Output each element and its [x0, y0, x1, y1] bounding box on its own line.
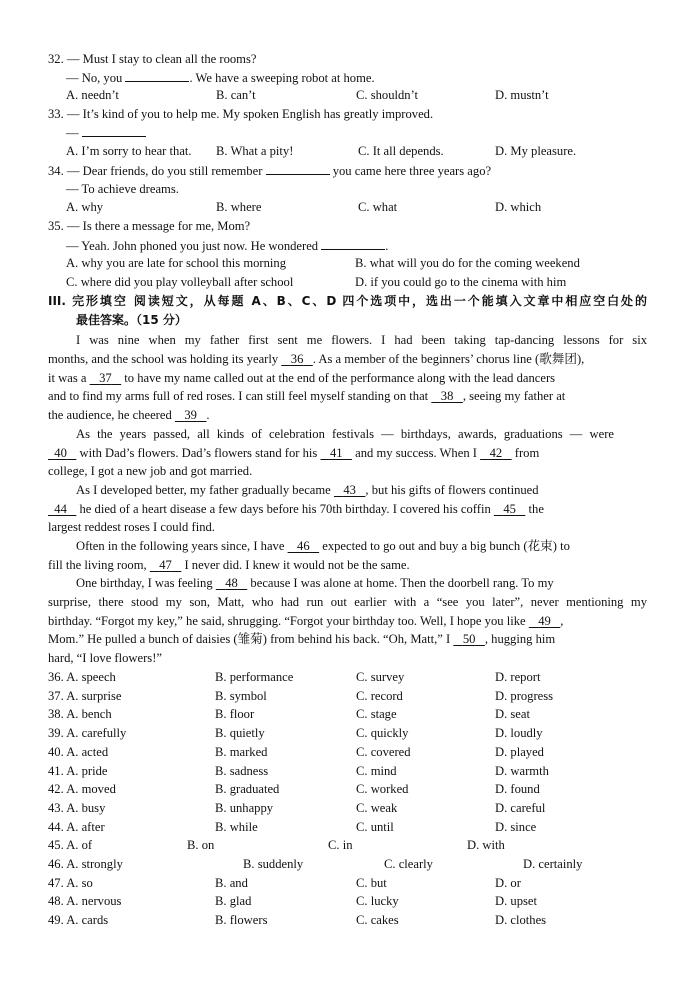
passage-p2-line3: college, I got a new job and got married. [48, 464, 253, 478]
response-text: . We have a sweeping robot at home. [189, 71, 375, 85]
answer-blank [125, 68, 189, 82]
response-text: . [385, 239, 389, 253]
option-d: D. progress [495, 688, 554, 703]
option-b: B. graduated [215, 782, 280, 797]
question-34 [48, 161, 491, 179]
option-c: C. weak [356, 800, 398, 815]
passage-p5-line5: hard, “I love flowers!” [48, 651, 162, 665]
option-d: D. My pleasure. [495, 144, 577, 158]
question-35: 35. — Is there a message for me, Mom? [48, 219, 251, 233]
option-c: C. where did you play volleyball after school [66, 275, 294, 289]
option-b: B. sadness [215, 763, 269, 778]
passage-p1-line5 [48, 406, 210, 424]
option-c: C. lucky [356, 894, 399, 909]
blank-49 [529, 614, 564, 628]
option-b: B. unhappy [215, 800, 274, 815]
section-heading [48, 292, 647, 310]
blank-41 [320, 446, 352, 460]
option-d: D. upset [495, 894, 537, 909]
passage-text: birthday. “Forgot my key,” he said, shrugging. “Forgot your birthday too. Well, I hope you like [48, 614, 529, 628]
passage-p1-line2 [48, 350, 584, 368]
passage-text: he died of a heart disease a few days before his 70th birthday. I covered his coffin [76, 502, 494, 516]
option-b: B. what will you do for the coming weekend [355, 256, 580, 270]
passage-text: I was nine when my father first sent me flowers. I had been taking tap-dancing lessons for six [76, 333, 647, 347]
passage-p4-line1 [76, 537, 570, 555]
answer-blank [266, 161, 330, 175]
option-a: 37. A. surprise [48, 688, 122, 703]
passage-text: , seeing my father at [462, 389, 566, 403]
response-text: — No, you [66, 71, 126, 85]
option-d: D. certainly [523, 857, 583, 871]
option-a: 40. A. acted [48, 744, 109, 759]
response-text: — Yeah. John phoned you just now. He wondered [66, 239, 322, 253]
option-d: D. since [495, 819, 537, 834]
blank-number: 47 [159, 558, 172, 572]
option-c: C. covered [356, 744, 411, 759]
option-c: C. what [358, 200, 398, 214]
passage-text: As the years passed, all kinds of celebration festivals — birthdays, awards, graduations — were [76, 427, 614, 441]
option-a: 36. A. speech [48, 670, 116, 684]
option-b: B. can’t [216, 88, 256, 102]
option-d: D. report [495, 670, 541, 684]
question-35-response [66, 236, 388, 254]
blank-number: 43 [343, 483, 356, 497]
passage-text: , [560, 614, 564, 628]
option-b: B. floor [215, 707, 255, 722]
passage-text: One birthday, I was feeling [76, 576, 216, 590]
blank-number: 38 [440, 389, 454, 403]
blank-number: 46 [297, 539, 310, 553]
option-d: D. found [495, 782, 540, 797]
response-text: — [66, 126, 82, 140]
blank-number: 40 [54, 446, 67, 460]
blank-48 [216, 576, 248, 590]
passage-text: Often in the following years since, I have [76, 539, 288, 553]
option-c: C. cakes [356, 913, 399, 928]
option-a: 42. A. moved [48, 782, 116, 797]
passage-p5-line4 [48, 630, 555, 648]
blank-number: 49 [538, 614, 551, 628]
blank-42 [480, 446, 512, 460]
passage-text: with Dad’s flowers. Dad’s flowers stand for his [76, 446, 321, 460]
passage-p2-line1 [76, 425, 614, 443]
passage-text: the [525, 502, 544, 516]
blank-number: 41 [329, 446, 343, 460]
passage-text: from [511, 446, 540, 460]
blank-number: 50 [462, 632, 476, 646]
option-c: C. worked [356, 782, 409, 797]
section-heading-line1: III. 完形填空 阅读短文，从每题 A、B、C、D 四个选项中，选出一个能填入文章中相应空白处的 [48, 294, 647, 308]
passage-p3-line1 [76, 481, 539, 499]
blank-43 [334, 483, 366, 497]
question-33-response [66, 123, 146, 141]
option-a: A. I’m sorry to hear that. [66, 144, 192, 158]
option-b: B. where [216, 200, 262, 214]
option-c: C. quickly [356, 726, 409, 741]
option-d: D. loudly [495, 726, 543, 741]
blank-number: 45 [503, 502, 516, 516]
blank-number: 42 [489, 446, 503, 460]
blank-47 [150, 558, 182, 572]
option-c: C. stage [356, 707, 397, 722]
option-a: 44. A. after [48, 819, 105, 834]
passage-text: and my success. When I [351, 446, 481, 460]
blank-39 [175, 408, 210, 422]
question-33: 33. — It’s kind of you to help me. My spoken English has greatly improved. [48, 107, 434, 121]
option-b: B. marked [215, 744, 268, 759]
blank-44 [48, 502, 76, 516]
option-d: D. with [467, 838, 505, 853]
blank-38 [431, 389, 463, 403]
passage-text: to have my name called out at the end of the performance along with the lead dancers [121, 371, 556, 385]
option-b: B. suddenly [243, 857, 304, 871]
passage-text: the audience, he cheered [48, 408, 175, 422]
option-c: C. but [356, 875, 387, 890]
passage-p5-line1 [76, 574, 554, 592]
passage-text: surprise, there stood my son, Matt, who had run out earlier with a “see you later”, never mentioning my [48, 595, 647, 609]
passage-text: , but his gifts of flowers continued [365, 483, 539, 497]
option-c: C. shouldn’t [356, 88, 419, 102]
option-a: 38. A. bench [48, 707, 112, 722]
option-c: C. record [356, 688, 403, 703]
option-d: D. or [495, 875, 521, 890]
option-a: 49. A. cards [48, 913, 109, 928]
option-b: B. glad [215, 894, 252, 909]
option-a: A. needn’t [66, 88, 119, 102]
option-b: B. performance [215, 670, 294, 684]
option-a: 43. A. busy [48, 800, 106, 815]
question-34-response: — To achieve dreams. [66, 182, 179, 196]
option-d: D. clothes [495, 913, 547, 928]
option-d: D. if you could go to the cinema with him [355, 275, 567, 289]
option-c: C. clearly [384, 857, 433, 871]
passage-p1-line1 [76, 331, 647, 349]
answer-blank [321, 236, 385, 250]
passage-text: Mom.” He pulled a bunch of daisies (雏菊) from behind his back. “Oh, Matt,” I [48, 632, 454, 646]
question-32-response [66, 68, 375, 86]
option-b: B. What a pity! [216, 144, 294, 158]
blank-36 [281, 352, 313, 366]
passage-p3-line2 [48, 500, 544, 518]
passage-p4-line2 [48, 556, 410, 574]
passage-text: because I was alone at home. Then the doorbell rang. To my [247, 576, 554, 590]
option-b: B. and [215, 875, 248, 890]
option-a: A. why you are late for school this morning [66, 256, 286, 270]
blank-37 [90, 371, 122, 385]
blank-number: 36 [290, 352, 304, 366]
passage-text: I never did. I knew it would not be the same. [181, 558, 410, 572]
answer-blank [82, 123, 146, 137]
passage-p1-line4 [48, 387, 565, 405]
passage-text: . As a member of the beginners’ chorus line (歌舞团), [312, 352, 585, 366]
passage-p2-line2 [48, 444, 539, 462]
blank-number: 48 [225, 576, 238, 590]
option-a: 46. A. strongly [48, 857, 123, 871]
question-text: you came here three years ago? [329, 164, 492, 178]
question-32: 32. — Must I stay to clean all the rooms? [48, 52, 257, 66]
blank-40 [48, 446, 76, 460]
passage-p5-line3 [48, 612, 563, 630]
option-a: 45. A. of [48, 838, 93, 853]
option-a: 48. A. nervous [48, 894, 122, 909]
blank-46 [288, 539, 320, 553]
blank-50 [453, 632, 485, 646]
option-c: C. It all depends. [358, 144, 444, 158]
option-d: D. which [495, 200, 542, 214]
passage-p5-line2 [48, 593, 647, 611]
option-d: D. careful [495, 800, 546, 815]
passage-text: it was a [48, 371, 90, 385]
blank-number: 44 [54, 502, 67, 516]
option-a: 39. A. carefully [48, 726, 127, 741]
option-b: B. flowers [215, 913, 268, 928]
option-c: C. in [328, 838, 353, 853]
option-b: B. while [215, 819, 258, 834]
option-c: C. until [356, 819, 394, 834]
option-a: 47. A. so [48, 875, 93, 890]
section-heading-text: 最佳答案。（15 分） [76, 313, 187, 327]
option-b: B. on [187, 838, 215, 853]
passage-text: months, and the school was holding its yearly [48, 352, 282, 366]
option-a: 41. A. pride [48, 763, 108, 778]
passage-p3-line3: largest reddest roses I could find. [48, 520, 215, 534]
passage-text: As I developed better, my father gradually became [76, 483, 334, 497]
option-d: D. played [495, 744, 544, 759]
option-c: C. survey [356, 670, 405, 684]
passage-text: expected to go out and buy a big bunch (花束) to [319, 539, 570, 553]
option-b: B. quietly [215, 726, 265, 741]
passage-text: , hugging him [484, 632, 556, 646]
option-b: B. symbol [215, 688, 267, 703]
passage-text: . [206, 408, 210, 422]
option-d: D. seat [495, 707, 530, 722]
option-a: A. why [66, 200, 104, 214]
option-d: D. warmth [495, 763, 549, 778]
blank-number: 37 [99, 371, 112, 385]
passage-p1-line3 [48, 369, 555, 387]
section-heading-line2 [76, 311, 187, 329]
blank-number: 39 [184, 408, 197, 422]
question-text: 34. — Dear friends, do you still remember [48, 164, 266, 178]
option-d: D. mustn’t [495, 88, 549, 102]
option-c: C. mind [356, 763, 397, 778]
blank-45 [494, 502, 526, 516]
passage-text: and to find my arms full of red roses. I can still feel myself standing on that [48, 389, 432, 403]
passage-text: fill the living room, [48, 558, 150, 572]
